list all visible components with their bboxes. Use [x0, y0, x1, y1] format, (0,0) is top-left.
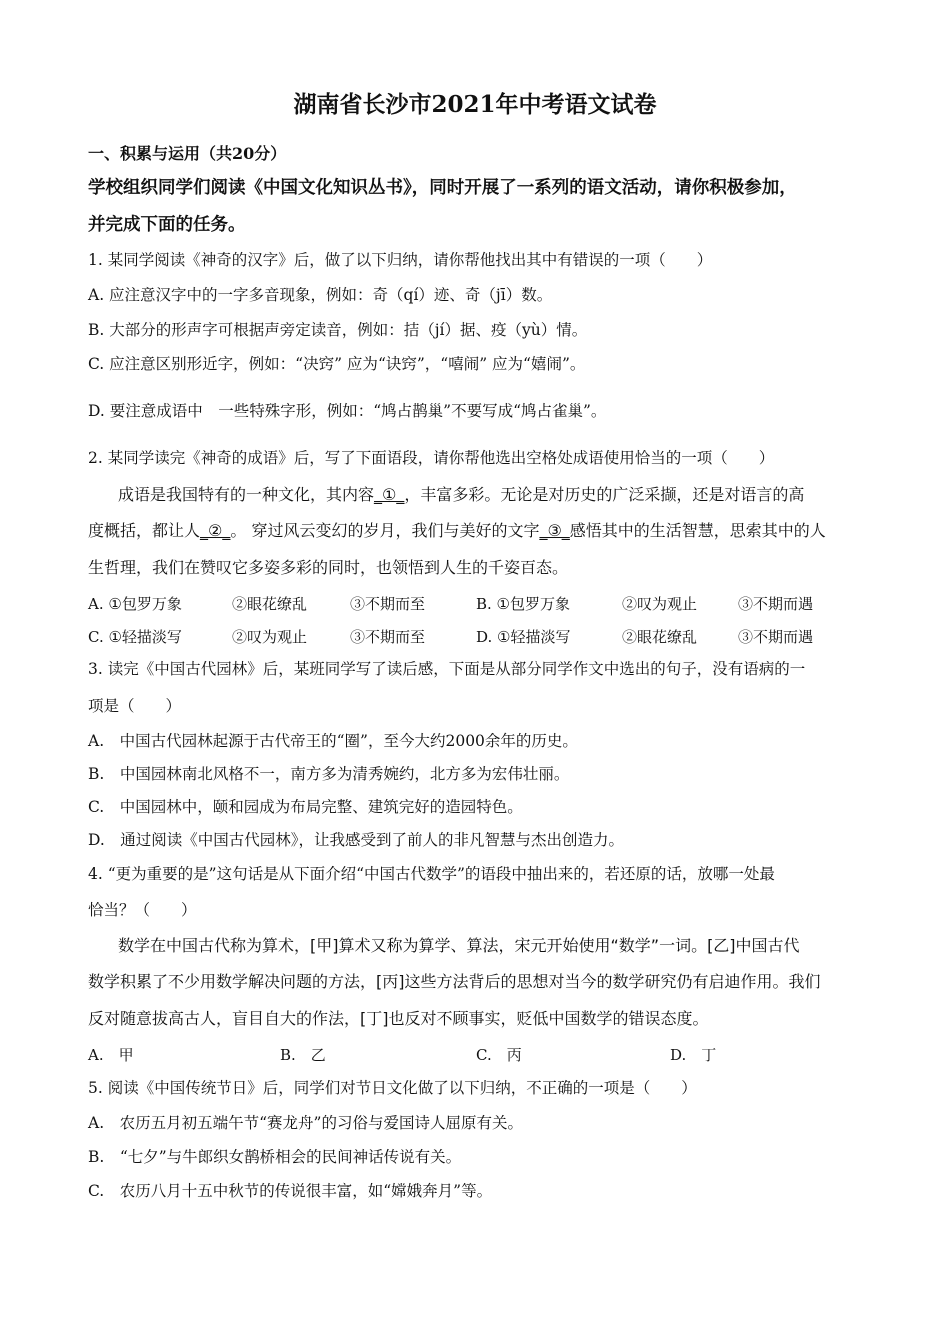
q2-option-d-1: D. ①轻描淡写 — [476, 628, 571, 646]
q2-text: 感悟其中的生活智慧，思索其中的人 — [569, 521, 826, 540]
intro-line-2: 并完成下面的任务。 — [88, 215, 246, 235]
q2-blank-1: _①_ — [374, 485, 405, 504]
q4-passage-line-1: 数学在中国古代称为算术，[甲]算术又称为算学、算法，宋元开始使用“数学”一词。[乙]中国古代 — [118, 936, 800, 955]
q1-option-a: A. 应注意汉字中的一字多音现象，例如：奇（qí）迹、奇（jī）数。 — [88, 286, 553, 304]
q2-option-a-1: A. ①包罗万象 — [88, 595, 182, 613]
q2-option-d-3: ③不期而遇 — [738, 628, 814, 646]
q4-option-a: A. 甲 — [88, 1046, 134, 1064]
q1-option-c: C. 应注意区别形近字，例如：“决窍” 应为“诀窍”，“嘻闹” 应为“嬉闹”。 — [88, 355, 586, 373]
intro-line-1: 学校组织同学们阅读《中国文化知识丛书》，同时开展了一系列的语文活动，请你积极参加， — [88, 178, 797, 198]
q4-option-b: B. 乙 — [280, 1046, 326, 1064]
q5-option-c: C. 农历八月十五中秋节的传说很丰富，如“嫦娥奔月”等。 — [88, 1182, 493, 1200]
q3-option-a: A. 中国古代园林起源于古代帝王的“圈”，至今大约2000余年的历史。 — [88, 732, 578, 750]
q3-option-c: C. 中国园林中，颐和园成为布局完整、建筑完好的造园特色。 — [88, 798, 523, 816]
q2-option-b-1: B. ①包罗万象 — [476, 595, 571, 613]
q3-stem-line-2: 项是（ ） — [88, 697, 182, 715]
q4-passage-line-3: 反对随意拔高古人，盲目自大的作法，[丁]也反对不顾事实，贬低中国数学的错误态度。 — [88, 1009, 709, 1028]
q2-text: 成语是我国特有的一种文化，其内容 — [118, 485, 375, 504]
q4-option-d: D. 丁 — [670, 1046, 717, 1064]
q2-passage-line-3: 生哲理，我们在赞叹它多姿多彩的同时，也领悟到人生的千姿百态。 — [88, 558, 569, 577]
q2-text: 度概括，都让人 — [88, 521, 201, 540]
q2-stem: 2. 某同学读完《神奇的成语》后，写了下面语段，请你帮他选出空格处成语使用恰当的一项（ ） — [88, 449, 775, 467]
q4-passage-line-2: 数学积累了不少用数学解决问题的方法，[丙]这些方法背后的思想对当今的数学研究仍有启迪作用。我们 — [88, 972, 821, 991]
q5-option-a: A. 农历五月初五端午节“赛龙舟”的习俗与爱国诗人屈原有关。 — [88, 1114, 523, 1132]
q5-option-b: B. “七夕”与牛郎织女鹊桥相会的民间神话传说有关。 — [88, 1148, 462, 1166]
q2-option-c-3: ③不期而至 — [350, 628, 426, 646]
q2-option-a-3: ③不期而至 — [350, 595, 426, 613]
q2-option-c-2: ②叹为观止 — [232, 628, 308, 646]
q2-text: 。 穿过风云变幻的岁月，我们与美好的文字 — [230, 521, 540, 540]
q2-passage-line-1 — [118, 485, 804, 505]
q2-option-b-3: ③不期而遇 — [738, 595, 814, 613]
q3-option-d: D. 通过阅读《中国古代园林》，让我感受到了前人的非凡智慧与杰出创造力。 — [88, 831, 625, 849]
q2-blank-3: _③_ — [539, 521, 570, 540]
q2-option-b-2: ②叹为观止 — [622, 595, 698, 613]
q4-option-c: C. 丙 — [476, 1046, 522, 1064]
q3-stem-line-1: 3. 读完《中国古代园林》后，某班同学写了读后感，下面是从部分同学作文中选出的句子，没有语病的一 — [88, 660, 806, 678]
q1-option-b: B. 大部分的形声字可根据声旁定读音，例如：拮（jí）据、疫（yù）情。 — [88, 321, 588, 339]
q1-stem: 1. 某同学阅读《神奇的汉字》后，做了以下归纳，请你帮他找出其中有错误的一项（ ） — [88, 251, 713, 269]
q2-passage-line-2 — [88, 521, 826, 541]
q3-option-b: B. 中国园林南北风格不一，南方多为清秀婉约，北方多为宏伟壮丽。 — [88, 765, 570, 783]
q2-text: ，丰富多彩。无论是对历史的广泛采撷，还是对语言的高 — [404, 485, 805, 504]
q4-stem-line-2: 恰当？（ ） — [88, 901, 197, 919]
q5-stem: 5. 阅读《中国传统节日》后，同学们对节日文化做了以下归纳，不正确的一项是（ ） — [88, 1079, 697, 1097]
q2-option-a-2: ②眼花缭乱 — [232, 595, 308, 613]
q2-option-c-1: C. ①轻描淡写 — [88, 628, 182, 646]
q1-option-d: D. 要注意成语中 一些特殊字形，例如：“鸠占鹊巢”不要写成“鸠占雀巢”。 — [88, 402, 607, 420]
page-title: 湖南省长沙市2021年中考语文试卷 — [293, 91, 657, 118]
q2-option-d-2: ②眼花缭乱 — [622, 628, 698, 646]
section-heading: 一、积累与运用（共20分） — [88, 144, 287, 163]
q4-stem-line-1: 4. “更为重要的是”这句话是从下面介绍“中国古代数学”的语段中抽出来的，若还原的话，放哪一处最 — [88, 865, 775, 883]
q2-blank-2: _②_ — [200, 521, 231, 540]
